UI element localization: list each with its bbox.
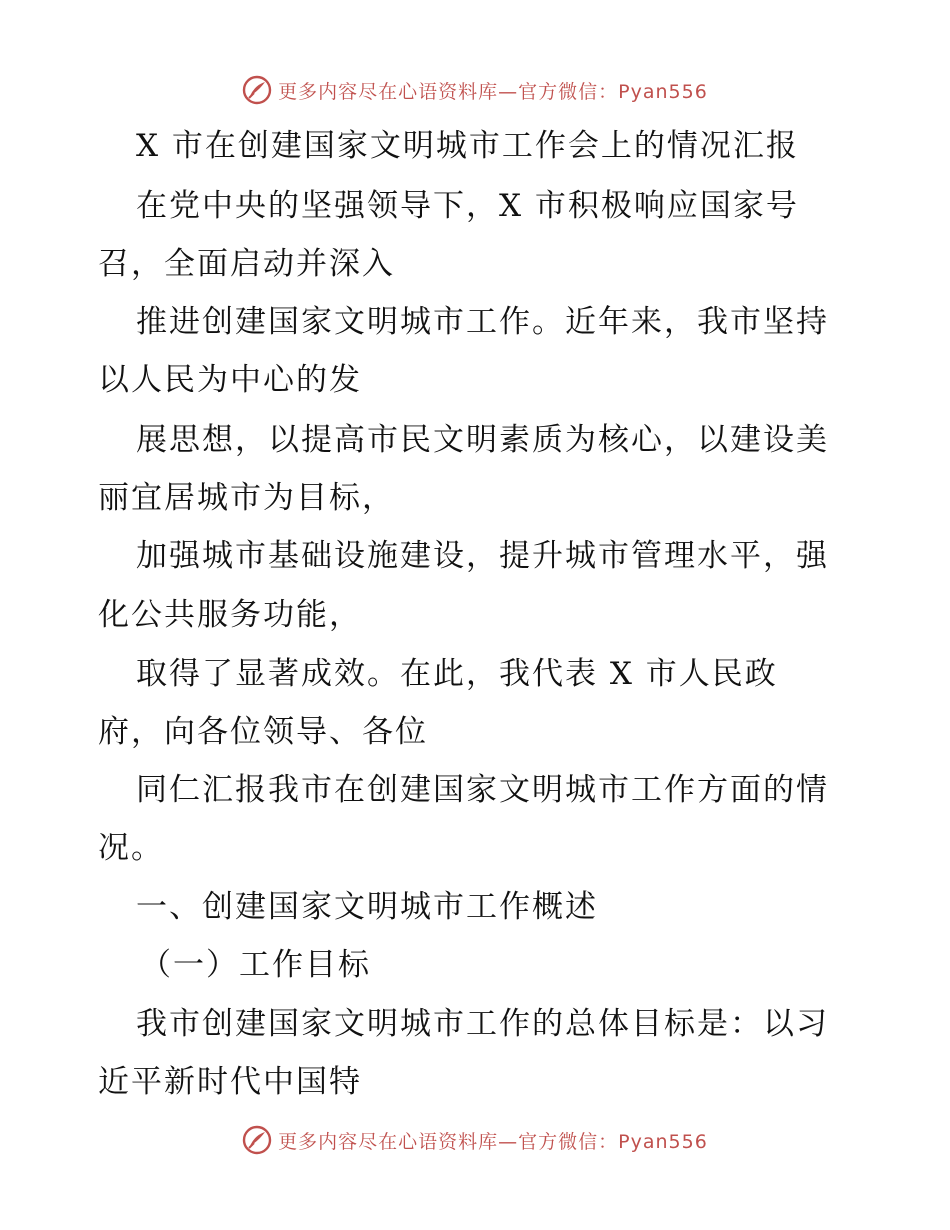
paragraph-line: 以人民为中心的发: [98, 362, 362, 398]
section-heading: 一、创建国家文明城市工作概述: [136, 889, 598, 925]
watermark-text: 更多内容尽在心语资料库—官方微信：Pyan556: [278, 1130, 708, 1153]
paragraph-line: 我市创建国家文明城市工作的总体目标是：以习: [136, 1006, 829, 1042]
quill-logo-icon: [242, 1125, 272, 1155]
paragraph-line: 召，全面启动并深入: [98, 246, 395, 282]
paragraph-line: 丽宜居城市为目标，: [98, 480, 395, 516]
paragraph-line: 况。: [98, 830, 164, 866]
watermark-banner-bottom: [0, 1120, 950, 1160]
document-title: X 市在创建国家文明城市工作会上的情况汇报: [136, 128, 799, 164]
paragraph-line: 取得了显著成效。在此，我代表 X 市人民政: [136, 656, 778, 692]
paragraph-line: 加强城市基础设施建设，提升城市管理水平，强: [136, 538, 829, 574]
paragraph-line: 化公共服务功能，: [98, 597, 362, 633]
paragraph-line: 府，向各位领导、各位: [98, 714, 428, 750]
paragraph-line: 推进创建国家文明城市工作。近年来，我市坚持: [136, 304, 829, 340]
paragraph-line: 在党中央的坚强领导下，X 市积极响应国家号: [136, 188, 799, 224]
subsection-heading: （一）工作目标: [140, 947, 371, 983]
paragraph-line: 近平新时代中国特: [98, 1064, 362, 1100]
paragraph-line: 同仁汇报我市在创建国家文明城市工作方面的情: [136, 772, 829, 808]
watermark-text: 更多内容尽在心语资料库—官方微信：Pyan556: [278, 80, 708, 103]
paragraph-line: 展思想，以提高市民文明素质为核心，以建设美: [136, 422, 829, 458]
